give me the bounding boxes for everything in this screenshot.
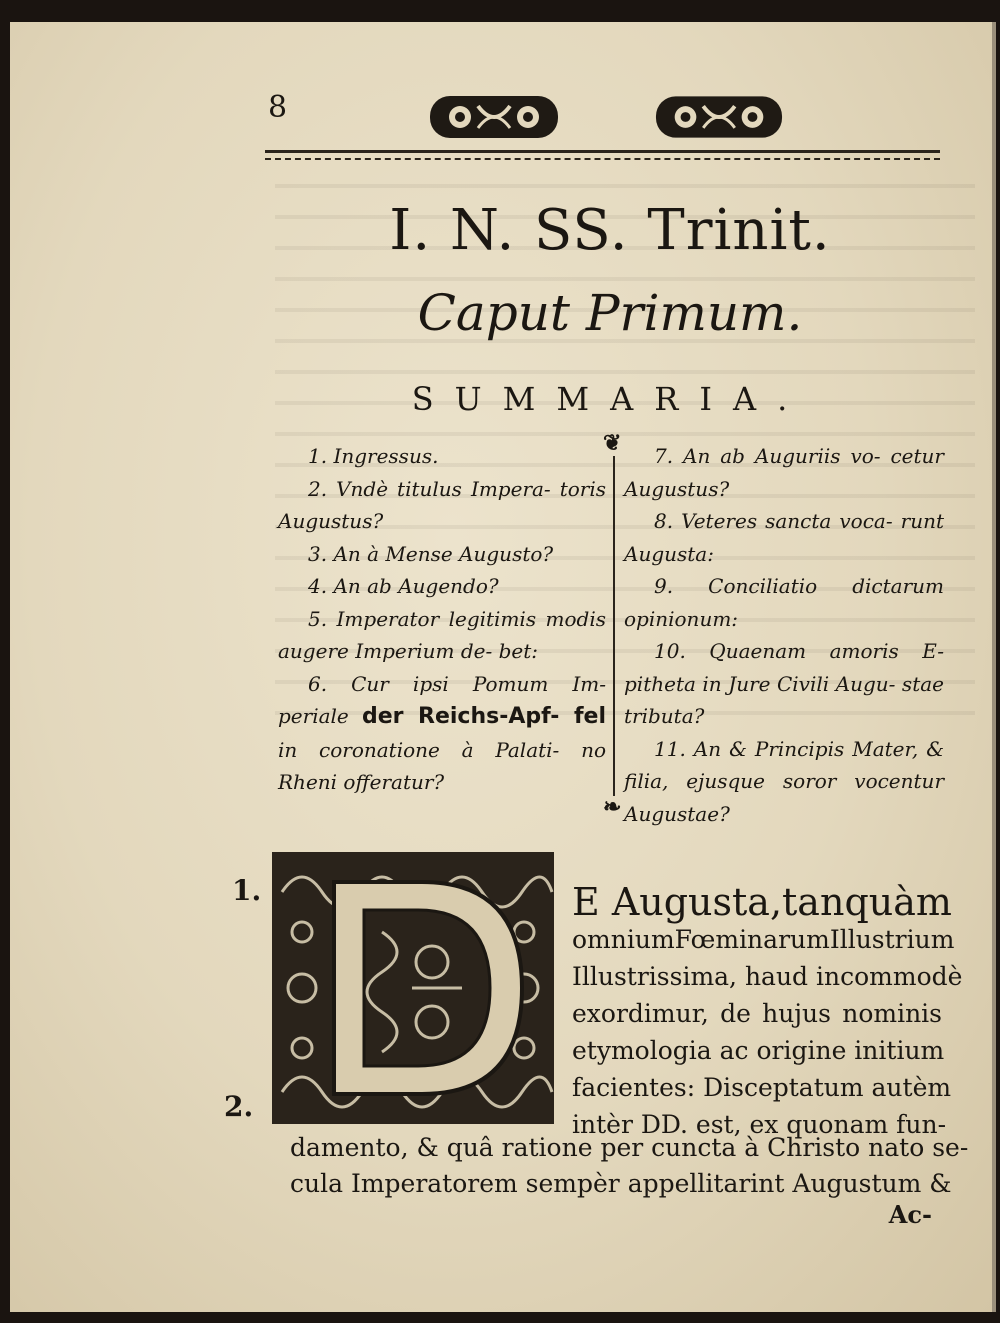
header-rule-dashed — [265, 158, 940, 160]
margin-number: 2. — [224, 1090, 254, 1123]
margin-number: 1. — [232, 874, 262, 907]
column-divider — [613, 456, 615, 796]
body-line: E Augusta,tanquàm — [572, 880, 952, 924]
body-line: Illustrissima, haud incommodè — [572, 962, 963, 991]
summaria-right-column — [624, 440, 944, 830]
body-line: damento, & quâ ratione per cuncta à Christo nato se- — [290, 1133, 969, 1162]
headpiece-ornament-right — [654, 92, 784, 142]
body-line: etymologia ac origine initium — [572, 1036, 945, 1065]
summary-item: 10. Quaenam amoris E- pitheta in Jure Civili Augu- stae tributa? — [624, 639, 944, 728]
summary-item: 11. An & Principis Mater, & filia, ejusque soror vocentur Augustae? — [624, 736, 944, 826]
blackletter-phrase: der Reichs-Apf- fel — [361, 704, 606, 729]
body-text-full-width — [290, 1130, 969, 1202]
chapter-invocation: I. N. SS. Trinit. — [389, 198, 831, 263]
summary-item: 7. An ab Auguriis vo- cetur Augustus? — [624, 444, 944, 501]
divider-ornament-top: ❦ — [603, 430, 622, 456]
headpiece-ornament-left — [428, 92, 560, 142]
summary-item: 8. Veteres sancta voca- runt Augusta: — [624, 509, 944, 566]
summary-item: 5. Imperator legitimis modis augere Imperium de- bet: — [278, 606, 606, 663]
header-rule — [265, 150, 940, 153]
summary-item-6 — [278, 668, 606, 799]
catchword: Ac- — [888, 1200, 932, 1229]
body-line: cula Imperatorem sempèr appellitarint Augustum & — [290, 1169, 952, 1198]
summary-item: 4. An ab Augendo? — [308, 574, 499, 598]
summaria-left-column — [278, 440, 606, 799]
decorated-initial — [272, 852, 554, 1124]
body-line: exordimur, de hujus nominis — [572, 999, 942, 1028]
summaria-heading: SUMMARIA. — [411, 380, 809, 418]
summary-item-6-end: in coronatione à Palati- no Rheni offeratur? — [278, 737, 606, 794]
body-line: intèr DD. est, ex quonam fun- — [572, 1110, 947, 1139]
summary-item: 2. Vndè titulus Impera- toris Augustus? — [278, 476, 606, 533]
summary-item: 3. An à Mense Augusto? — [308, 541, 554, 566]
chapter-title: Caput Primum. — [417, 284, 803, 342]
body-line: facientes: Disceptatum autèm — [572, 1073, 952, 1102]
page-number: 8 — [268, 90, 288, 125]
body-text-beside-initial — [572, 880, 963, 1143]
body-line: omniumFœminarumIllustrium — [572, 925, 955, 954]
summary-item: 1. Ingressus. — [308, 444, 439, 468]
summary-item-6-start: 6. Cur ipsi Pomum Im- periale — [278, 671, 606, 728]
book-page — [10, 22, 996, 1312]
summary-item: 9. Conciliatio dictarum opinionum: — [624, 574, 944, 631]
divider-ornament-bottom: ❧ — [603, 794, 622, 820]
